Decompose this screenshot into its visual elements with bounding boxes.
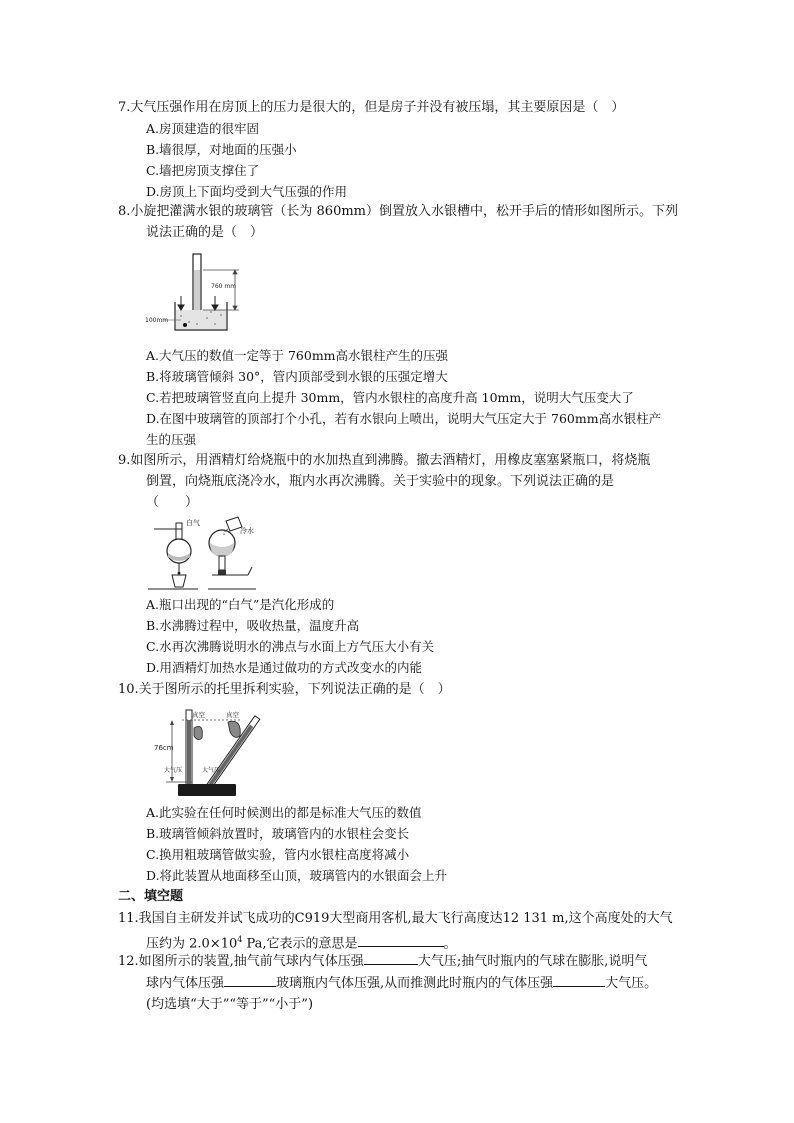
height-label: 760 mm	[211, 283, 237, 290]
mercury-dish	[178, 784, 236, 796]
question-11	[118, 908, 708, 954]
height-76cm-label: 76cm	[154, 744, 174, 752]
question-11-line2-end: 。	[443, 936, 457, 952]
question-7-options	[146, 118, 706, 202]
question-11-line2-a: 压约为 2.0×10	[146, 936, 238, 952]
question-8-options	[146, 345, 706, 450]
question-7	[118, 97, 703, 118]
depth-label: 100mm	[145, 317, 169, 324]
question-12-line1-a: 12.如图所示的装置,抽气前气球内气体压强	[118, 954, 364, 969]
question-12-line2	[118, 972, 708, 994]
question-7-option-b: B.墙很厚，对地面的压强小	[146, 142, 297, 157]
question-12	[118, 950, 708, 1015]
question-8-option-d-line2: 生的压强	[146, 432, 197, 447]
right-hand-icon	[228, 721, 240, 737]
white-gas-label: 白气	[186, 519, 200, 527]
question-10-option-c: C.换用粗玻璃管做实验，管内水银柱高度将减小	[146, 847, 410, 862]
section-fill-blank-title: 二、填空题	[118, 889, 184, 904]
barometer-figure	[145, 250, 255, 336]
question-10-option-b: B.玻璃管倾斜放置时，玻璃管内的水银柱会变长	[146, 826, 410, 841]
question-8-stem-line2: 说法正确的是（ ）	[146, 225, 264, 240]
question-10-option-d: D.将此装置从地面移至山顶，玻璃管内的水银面会上升	[146, 868, 448, 883]
flask-figure	[148, 515, 258, 591]
question-9-stem-line1: 9.如图所示，用酒精灯给烧瓶中的水加热直到沸腾。撤去酒精灯，用橡皮塞塞紧瓶口，将烧瓶	[118, 453, 651, 468]
question-9-option-c: C.水再次沸腾说明水的沸点与水面上方气压大小有关	[146, 639, 435, 654]
question-8-option-c: C.若把玻璃管竖直向上提升 30mm，管内水银柱的高度升高 10mm，说明大气压变大了	[146, 390, 634, 405]
question-12-line2-b: 玻璃瓶内气体压强,从而推测此时瓶内的气体压强	[276, 976, 554, 991]
question-8-option-d-line1: D.在图中玻璃管的顶部打个小孔，若有水银向上喷出，说明大气压定大于 760mm高水银柱产	[146, 411, 662, 426]
question-12-line3: (均选填“大于”“等于”“小于”)	[146, 997, 314, 1012]
cold-water-label: 冷水	[240, 527, 254, 535]
atm-label-2: 大气压	[202, 767, 221, 774]
question-9-options	[146, 594, 706, 678]
question-12-blank-3[interactable]	[553, 972, 605, 987]
question-8	[118, 201, 703, 243]
torricelli-figure	[152, 708, 262, 798]
left-hand-icon	[194, 726, 202, 739]
question-10-stem: 10.关于图所示的托里拆利实验，下列说法正确的是（ ）	[118, 682, 451, 697]
question-11-exponent: 4	[237, 935, 243, 944]
question-10-options	[146, 802, 706, 886]
question-9-option-d: D.用酒精灯加热水是通过做功的方式改变水的内能	[146, 660, 423, 675]
question-12-line1-b: 大气压;抽气时瓶内的气球在膨胀,说明气	[417, 954, 648, 969]
question-12-blank-1[interactable]	[364, 950, 418, 965]
question-12-blank-2[interactable]	[224, 972, 276, 987]
question-9-stem-line3: （ ）	[146, 495, 199, 510]
height-dimension	[203, 270, 239, 310]
vacuum-label-1: 真空	[192, 711, 205, 719]
question-12-line2-a: 球内气体压强	[146, 976, 225, 991]
question-7-option-c: C.墙把房顶支撑住了	[146, 163, 260, 178]
alcohol-lamp	[172, 575, 186, 587]
question-9	[118, 450, 703, 513]
question-7-option-d: D.房顶上下面均受到大气压强的作用	[146, 184, 348, 199]
question-12-line2-c: 大气压。	[605, 976, 658, 991]
vacuum-label-2: 真空	[226, 711, 239, 719]
question-8-option-a: A.大气压的数值一定等于 760mm高水银柱产生的压强	[146, 348, 449, 363]
question-8-stem-line1: 8.小旋把灌满水银的玻璃管（长为 860mm）倒置放入水银槽中，松开手后的情形如图所示。下列	[118, 204, 679, 219]
question-10-option-a: A.此实验在任何时候测出的都是标准大气压的数值	[146, 805, 422, 820]
question-10	[118, 679, 703, 700]
question-11-answer-blank[interactable]	[358, 932, 444, 947]
question-12-line1	[118, 950, 708, 972]
atm-label-1: 大气压	[164, 767, 183, 774]
question-9-option-b: B.水沸腾过程中，吸收热量，温度升高	[146, 618, 360, 633]
question-9-stem-line2: 倒置，向烧瓶底浇冷水，瓶内水再次沸腾。关于实验中的现象。下列说法正确的是	[146, 474, 615, 489]
question-8-option-b: B.将玻璃管倾斜 30°，管内顶部受到水银的压强定增大	[146, 369, 448, 384]
question-7-stem: 7.大气压强作用在房顶上的压力是很大的，但是房子并没有被压塌，其主要原因是（ ）	[118, 100, 625, 115]
question-11-line2-b: Pa,它表示的意思是	[242, 936, 358, 952]
question-9-option-a: A.瓶口出现的“白气”是汽化形成的	[146, 597, 335, 612]
question-7-option-a: A.房顶建造的很牢固	[146, 121, 260, 136]
question-11-line1: 11.我国自主研发并试飞成功的C919大型商用客机,最大飞行高度达12 131 m,这个高度处的大气	[118, 911, 673, 926]
